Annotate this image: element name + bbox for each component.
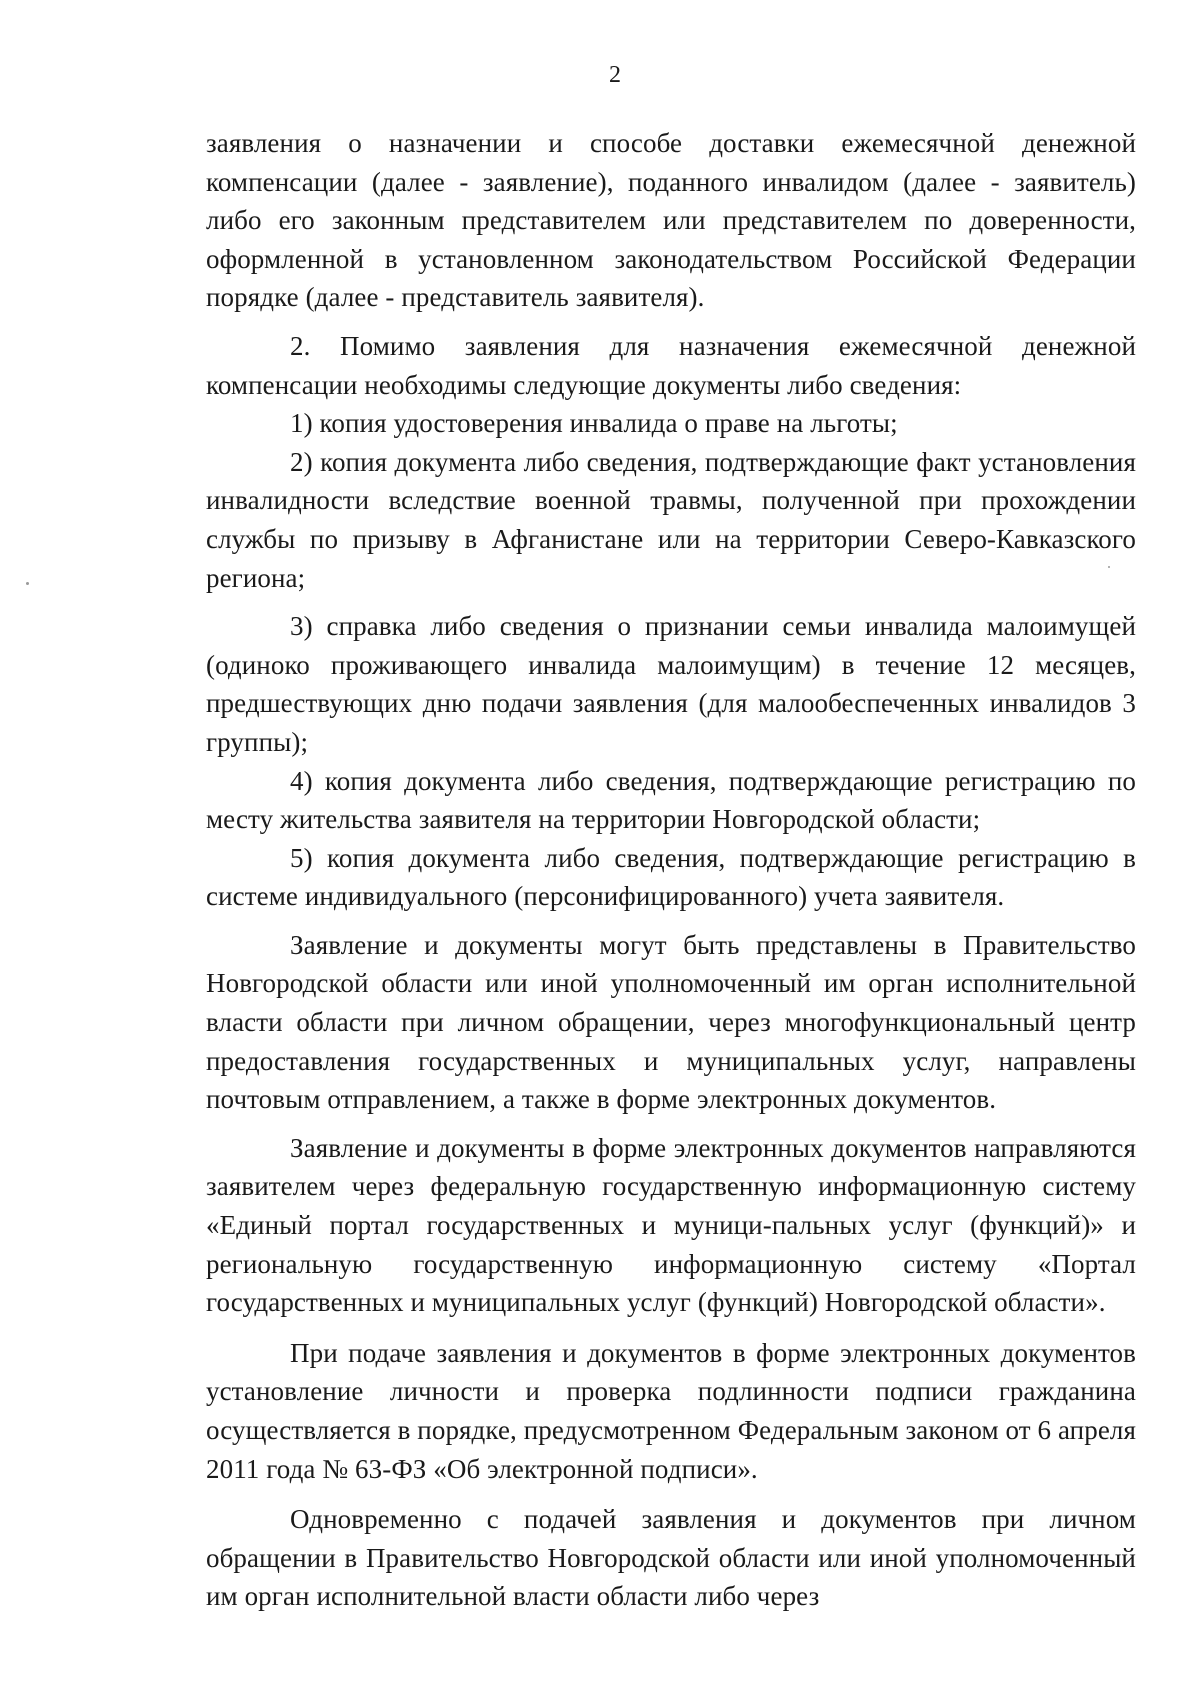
paragraph-application-intro: заявления о назначении и способе доставки ежемесячной денежной компенсации (далее - заявление), поданного инвалидом (далее - заявитель) либо его законным представителем или представителем по доверенности, оформленной в установленном законодательством Российской Федерации порядке (далее - представитель заявителя). — [206, 128, 1136, 313]
list-item-5-personal-account: 5) копия документа либо сведения, подтверждающие регистрацию в системе индивидуального (персонифицированного) учета заявителя. — [206, 842, 1136, 912]
scan-artifact — [1108, 566, 1110, 568]
document-body — [206, 124, 1136, 1616]
paragraph-electronic-submission: Заявление и документы в форме электронных документов направляются заявителем через федеральную государственную информационную систему «Единый портал государственных и муници-пальных услуг (функций)» и региональную государственную информационную систему «Портал государственных и муниципальных услуг (функций) Новгородской области». — [206, 1132, 1136, 1318]
list-item-4-registration: 4) копия документа либо сведения, подтверждающие регистрацию по месту жительства заявителя на территории Новгородской области; — [206, 765, 1136, 835]
paragraph-item-2-documents: 2. Помимо заявления для назначения ежемесячной денежной компенсации необходимы следующие документы либо сведения: — [206, 330, 1136, 400]
scan-artifact — [26, 582, 29, 585]
page-number: 2 — [609, 62, 621, 88]
list-item-3-low-income: 3) справка либо сведения о признании семьи инвалида малоимущей (одиноко проживающего инвалида малоимущим) в течение 12 месяцев, предшествующих дню подачи заявления (для малообеспеченных инвалидов 3 группы); — [206, 611, 1136, 757]
list-item-2-military-injury: 2) копия документа либо сведения, подтверждающие факт установления инвалидности вследствие военной травмы, полученной при прохождении службы по призыву в Афганистане или на территории Северо-Кавказского региона; — [206, 446, 1136, 593]
paragraph-electronic-signature: При подаче заявления и документов в форме электронных документов установление личности и проверка подлинности подписи гражданина осуществляется в порядке, предусмотренном Федеральным законом от 6 апреля 2011 года № 63-ФЗ «Об электронной подписи». — [206, 1337, 1136, 1484]
paragraph-simultaneous-submission: Одновременно с подачей заявления и документов при личном обращении в Правительство Новгородской области или иной уполномоченный им орган исполнительной власти области либо через — [206, 1504, 1136, 1612]
paragraph-submission-methods: Заявление и документы могут быть представлены в Правительство Новгородской области или иной уполномоченный им орган исполнительной власти области при личном обращении, через многофункциональный центр предоставления государственных и муниципальных услуг, направлены почтовым отправлением, а также в форме электронных документов. — [206, 929, 1136, 1115]
list-item-1-disability-certificate: 1) копия удостоверения инвалида о праве на льготы; — [290, 408, 898, 439]
